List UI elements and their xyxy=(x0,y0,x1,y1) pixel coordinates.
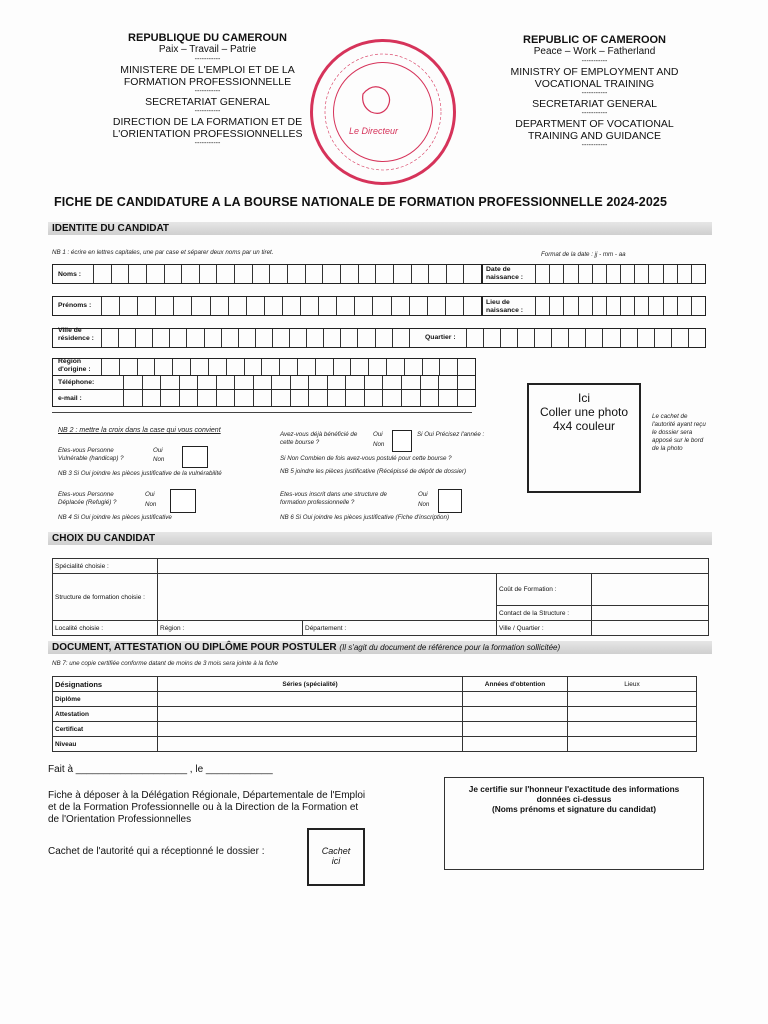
beneficie-checkbox[interactable] xyxy=(392,430,412,452)
noms-field[interactable] xyxy=(52,264,482,284)
official-stamp xyxy=(310,39,456,185)
separator: ----------- xyxy=(581,90,608,97)
region-origine-label: Région d'origine : xyxy=(58,358,91,373)
motto-fr: Paix – Travail – Patrie xyxy=(158,44,257,55)
separator: ----------- xyxy=(194,108,221,115)
ville-residence-label: Ville de résidence : xyxy=(58,327,94,342)
certify-line-2: données ci-dessus xyxy=(536,794,612,804)
diplome-series-input[interactable] xyxy=(158,692,463,707)
vulnerable-checkbox[interactable] xyxy=(182,446,208,468)
niveau-lieu-input[interactable] xyxy=(568,737,697,752)
beneficie-oui-label: Oui xyxy=(373,431,383,438)
nb7-note: NB 7: une copie certifiée conforme datant de moins de 3 mois sera jointe à la fiche xyxy=(52,660,278,667)
col-designations: Désignations xyxy=(53,677,158,692)
departement-label: Département : xyxy=(305,624,347,632)
specialite-label: Spécialité choisie : xyxy=(53,559,158,574)
ministry-en: MINISTRY OF EMPLOYMENT AND VOCATIONAL TRAINING xyxy=(510,66,679,90)
cout-input[interactable] xyxy=(592,574,709,606)
telephone-field[interactable] xyxy=(52,375,476,390)
section-document-heading xyxy=(48,641,712,654)
row-niveau: Niveau xyxy=(53,737,158,752)
stamp-director-text: Le Directeur xyxy=(349,126,399,136)
email-label: e-mail : xyxy=(58,395,82,402)
row-certificat: Certificat xyxy=(53,722,158,737)
cachet-box-text-1: Cachet xyxy=(321,846,351,856)
motto-en: Peace – Work – Fatherland xyxy=(533,46,656,57)
ville-residence-field[interactable] xyxy=(52,328,706,348)
separator: ----------- xyxy=(194,140,221,147)
niveau-series-input[interactable] xyxy=(158,737,463,752)
certification-box[interactable] xyxy=(444,777,704,870)
certify-line-3: (Noms prénoms et signature du candidat) xyxy=(491,804,657,814)
prenoms-label: Prénoms : xyxy=(58,302,92,309)
noms-label: Noms : xyxy=(58,271,82,278)
vulnerable-question: Etes-vous Personne Vulnérable (handicap) ? xyxy=(58,447,124,462)
row-diplome: Diplôme xyxy=(53,692,158,707)
form-title: FICHE DE CANDIDATURE A LA BOURSE NATIONALE DE FORMATION PROFESSIONNELLE 2024-2025 xyxy=(54,195,668,209)
email-field[interactable] xyxy=(52,389,476,407)
deplacee-non-label: Non xyxy=(145,501,157,508)
diplome-annee-input[interactable] xyxy=(463,692,568,707)
ministry-fr: MINISTERE DE L'EMPLOI ET DE LA FORMATION PROFESSIONNELLE xyxy=(120,64,295,88)
fait-a-line[interactable]: Fait à ____________________ , le ____________ xyxy=(48,764,273,775)
attestation-annee-input[interactable] xyxy=(463,707,568,722)
telephone-label: Téléphone: xyxy=(58,379,95,386)
document-heading-text: DOCUMENT, ATTESTATION OU DIPLÔME POUR POSTULER xyxy=(52,642,337,653)
cachet-box[interactable] xyxy=(307,828,365,886)
separator: ----------- xyxy=(581,110,608,117)
inscrit-oui-label: Oui xyxy=(418,491,428,498)
deplacee-checkbox[interactable] xyxy=(170,489,196,513)
stamp-ring-text-graphic xyxy=(313,42,453,182)
col-lieux: Lieux xyxy=(568,677,697,692)
separator: ----------- xyxy=(194,56,221,63)
photo-text-ici: Ici xyxy=(578,391,590,405)
structure-label: Structure de formation choisie : xyxy=(53,574,158,621)
nb3-note: NB 3 Si Oui joindre les pièces justificative de la vulnérabilité xyxy=(58,470,222,477)
photo-text-coller: Coller une photo xyxy=(539,405,629,419)
cachet-autorite-text: Cachet de l'autorité qui a réceptionné le dossier : xyxy=(48,846,265,857)
vulnerable-oui-label: Oui xyxy=(153,447,163,454)
inscrit-non-label: Non xyxy=(418,501,430,508)
fiche-depot-text: Fiche à déposer à la Délégation Régionale, Départementale de l'Emploi et de la Formation Professionnelle ou à la Direction de la Formation et de l'Orientation Professionnelles xyxy=(48,790,366,825)
section-choix-heading: CHOIX DU CANDIDAT xyxy=(48,532,712,545)
nb5-note: NB 5 joindre les pièces justificative (Récépissé de dépôt de dossier) xyxy=(280,468,467,475)
cachet-note: Le cachet de l'autorité ayant reçu le dossier sera apposé sur le bord de la photo xyxy=(652,413,706,452)
secretariat-fr: SECRETARIAT GENERAL xyxy=(145,96,270,108)
region-label: Région : xyxy=(160,624,185,632)
date-naissance-label: Date de naissance : xyxy=(486,266,524,281)
photo-box[interactable] xyxy=(527,383,641,493)
deplacee-oui-label: Oui xyxy=(145,491,155,498)
certificat-annee-input[interactable] xyxy=(463,722,568,737)
col-annees: Années d'obtention xyxy=(463,677,568,692)
secretariat-en: SECRETARIAT GENERAL xyxy=(532,98,657,110)
ville-input[interactable] xyxy=(592,621,709,636)
department-en: DEPARTMENT OF VOCATIONAL TRAINING AND GUIDANCE xyxy=(515,118,674,142)
direction-fr: DIRECTION DE LA FORMATION ET DE L'ORIENTATION PROFESSIONNELLES xyxy=(112,116,303,140)
localite-label: Localité choisie : xyxy=(53,621,158,636)
region-field[interactable] xyxy=(158,621,303,636)
cachet-box-text-2: ici xyxy=(331,856,341,866)
ville-label: Ville / Quartier : xyxy=(497,621,592,636)
diplome-lieu-input[interactable] xyxy=(568,692,697,707)
header-left xyxy=(100,32,315,148)
region-origine-field[interactable] xyxy=(52,358,476,376)
certificat-lieu-input[interactable] xyxy=(568,722,697,737)
precisez-annee: Si Oui Précisez l'année : xyxy=(417,431,485,438)
country-fr: REPUBLIQUE DU CAMEROUN xyxy=(128,32,287,44)
deplacee-question: Etes-vous Personne Déplacée (Refugié) ? xyxy=(58,491,117,506)
prenoms-field[interactable] xyxy=(52,296,482,316)
document-table xyxy=(52,676,697,752)
cout-label: Coût de Formation : xyxy=(497,574,592,606)
vulnerable-non-label: Non xyxy=(153,456,165,463)
structure-input[interactable] xyxy=(158,574,497,621)
inscrit-checkbox[interactable] xyxy=(438,489,462,513)
quartier-label: Quartier : xyxy=(425,334,456,341)
row-attestation: Attestation xyxy=(53,707,158,722)
attestation-series-input[interactable] xyxy=(158,707,463,722)
niveau-annee-input[interactable] xyxy=(463,737,568,752)
specialite-input[interactable] xyxy=(158,559,709,574)
lieu-naissance-label: Lieu de naissance : xyxy=(486,299,524,314)
nb4-note: NB 4 Si Oui joindre les pièces justificative xyxy=(58,514,172,521)
separator: ----------- xyxy=(194,88,221,95)
photo-text-couleur: 4x4 couleur xyxy=(552,419,616,433)
nb1-note: NB 1 : écrire en lettres capitales, une par case et séparer deux noms par un tiret. xyxy=(52,249,274,256)
header-right xyxy=(497,34,692,150)
contact-label: Contact de la Structure : xyxy=(497,606,592,621)
date-format-note: Format de la date : jj - mm - aa xyxy=(541,251,626,258)
departement-field[interactable] xyxy=(303,621,497,636)
beneficie-non-label: Non xyxy=(373,441,385,448)
nb2-note: NB 2 : mettre la croix dans la case qui vous convient xyxy=(58,427,221,434)
attestation-lieu-input[interactable] xyxy=(568,707,697,722)
beneficie-question: Avez-vous déjà bénéficié de cette bourse ? xyxy=(280,431,358,446)
section-identite-heading: IDENTITE DU CANDIDAT xyxy=(48,222,712,235)
document-heading-note: (Il s'agit du document de référence pour la formation sollicitée) xyxy=(339,643,561,652)
separator: ----------- xyxy=(581,58,608,65)
choix-table xyxy=(52,558,709,636)
email-underline xyxy=(52,412,472,413)
separator: ----------- xyxy=(581,142,608,149)
nb6-note: NB 6 Si Oui joindre les pièces justificative (Fiche d'inscription) xyxy=(280,514,449,521)
country-en: REPUBLIC OF CAMEROON xyxy=(523,34,666,46)
contact-input[interactable] xyxy=(592,606,709,621)
combien-question: Si Non Combien de fois avez-vous postulé pour cette bourse ? xyxy=(280,455,452,462)
certify-line-1: Je certifie sur l'honneur l'exactitude des informations xyxy=(468,784,680,794)
inscrit-question: Etes-vous inscrit dans une structure de formation professionnelle ? xyxy=(280,491,387,506)
col-series: Séries (spécialité) xyxy=(158,677,463,692)
certificat-series-input[interactable] xyxy=(158,722,463,737)
